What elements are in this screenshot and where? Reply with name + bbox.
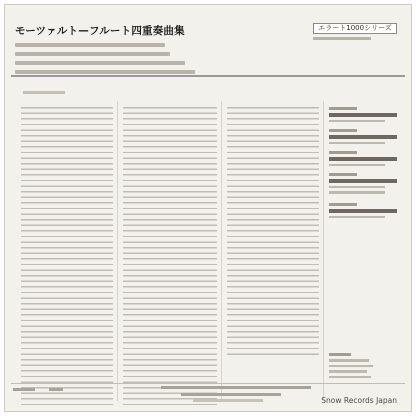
sidebar-entry-4 xyxy=(329,173,409,194)
column-divider-2 xyxy=(221,101,222,401)
sidebar-entry-2 xyxy=(329,129,409,144)
column-2-text xyxy=(123,107,217,407)
copyright-line-2 xyxy=(181,393,281,396)
series-catalog-sidebar xyxy=(329,107,409,357)
movement-line-2 xyxy=(15,52,170,56)
column-1-text xyxy=(21,107,113,407)
performers-line-1 xyxy=(15,61,185,65)
series-box: エラート1000シリーズ xyxy=(313,23,397,34)
sidebar-entry-1 xyxy=(329,107,409,122)
watermark-text: Snow Records Japan xyxy=(321,396,397,405)
text-column-2 xyxy=(123,107,217,407)
album-title: モーツァルト—フルート四重奏曲集 xyxy=(15,25,185,37)
sleeve-content xyxy=(11,11,405,405)
column-divider-3 xyxy=(323,101,324,401)
title-block xyxy=(15,23,245,74)
column-3-text xyxy=(227,107,319,357)
text-column-1 xyxy=(21,107,113,407)
section-subhead xyxy=(23,91,65,94)
sidebar-entry-3 xyxy=(329,151,409,166)
copyright-line-1 xyxy=(161,386,311,389)
catalog-number xyxy=(13,388,35,391)
copyright-line-3 xyxy=(193,399,263,402)
sidebar-notes xyxy=(329,353,409,378)
side-label xyxy=(49,388,63,391)
movement-line-1 xyxy=(15,43,165,47)
column-divider-1 xyxy=(117,101,118,401)
catalog-small xyxy=(313,37,371,40)
performers-line-2 xyxy=(15,70,195,74)
text-column-3 xyxy=(227,107,319,357)
sidebar-entry-5 xyxy=(329,203,409,218)
record-sleeve-back xyxy=(4,4,412,412)
header-band xyxy=(11,11,405,77)
